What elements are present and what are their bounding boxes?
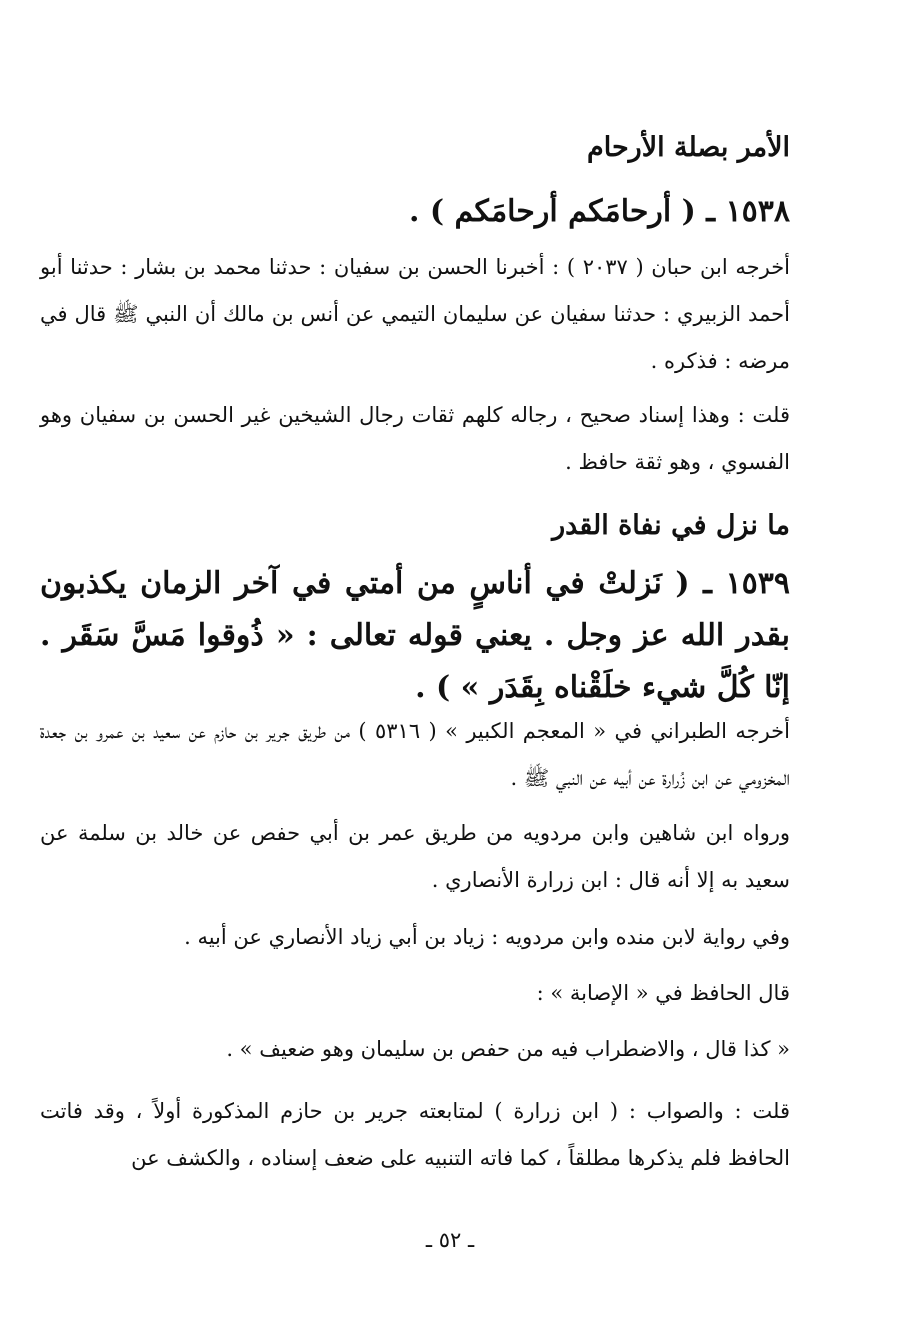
paragraph-hafiz-quote: « كذا قال ، والاضطراب فيه من حفص بن سليمان وهو ضعيف » . bbox=[226, 1037, 790, 1061]
paragraph-comment-2: قلت : والصواب : ( ابن زرارة ) لمتابعته جرير بن حازم المذكورة أولاً ، وقد فاتت الحافظ فلم يذكرها مطلقاً ، كما فاته التنبيه على ضعف إسناده ، والكشف عن bbox=[40, 1099, 790, 1170]
page-number: ـ ٥٢ ـ bbox=[425, 1228, 475, 1252]
section-heading-2: ما نزل في نفاة القدر bbox=[552, 510, 790, 541]
paragraph-comment-1: قلت : وهذا إسناد صحيح ، رجاله كلهم ثقات رجال الشيخين غير الحسن بن سفيان وهو الفسوي ، وهو ثقة حافظ . bbox=[40, 403, 790, 474]
paragraph-riwaya: وفي رواية لابن منده وابن مردويه : زياد بن أبي زياد الأنصاري عن أبيه . bbox=[184, 925, 790, 949]
paragraph-takhrij-2: أخرجه الطبراني في « المعجم الكبير » ( ٥٣١٦ ) من طريق جرير بن حازم عن سعيد بن عمرو بن جعدة المخزومي عن ابن زُرارة عن أبيه عن النبي ﷺ . bbox=[40, 719, 790, 790]
hadith-1539: ١٥٣٩ ـ ( نَزلتْ في أناسٍ من أمتي في آخر الزمان يكذبون بقدر الله عز وجل . يعني قوله تعالى : « ذُوقوا مَسَّ سَقَر . إنّا كُلَّ شيء خلَقْناه بِقَدَر » ) . bbox=[40, 566, 790, 705]
paragraph-takhrij-1: أخرجه ابن حبان ( ٢٠٣٧ ) : أخبرنا الحسن بن سفيان : حدثنا محمد بن بشار : حدثنا أبو أحمد الزبيري : حدثنا سفيان عن سليمان التيمي عن أنس بن مالك أن النبي ﷺ قال في مرضه : فذكره . bbox=[40, 255, 791, 373]
paragraph-narration: ورواه ابن شاهين وابن مردويه من طريق عمر بن أبي حفص عن خالد بن سلمة عن سعيد به إلا أنه قال : ابن زرارة الأنصاري . bbox=[40, 821, 790, 892]
paragraph-hafiz-quote-intro: قال الحافظ في « الإصابة » : bbox=[536, 981, 790, 1005]
hadith-1538: ١٥٣٨ ـ ( أرحامَكم أرحامَكم ) . bbox=[409, 194, 790, 229]
section-heading-1: الأمر بصلة الأرحام bbox=[587, 132, 790, 163]
